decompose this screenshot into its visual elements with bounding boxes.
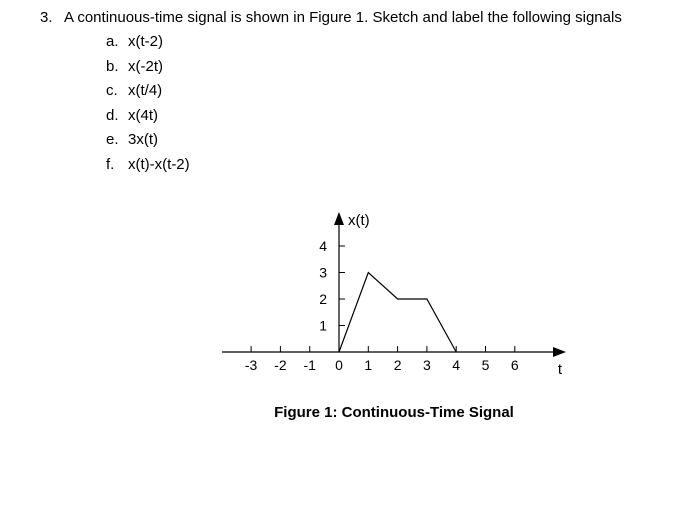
x-tick-label: 0 bbox=[335, 357, 343, 373]
figure-caption: Figure 1: Continuous-Time Signal bbox=[274, 404, 514, 421]
x-tick-label: 1 bbox=[364, 357, 373, 373]
y-axis-label: x(t) bbox=[348, 212, 370, 229]
subquestion-letter: b. bbox=[106, 57, 119, 75]
problem-text: A continuous-time signal is shown in Figure 1. Sketch and label the following signals bbox=[64, 9, 622, 26]
subquestion-letter: e. bbox=[106, 131, 119, 148]
subquestion-text: x(-2t) bbox=[128, 57, 163, 75]
x-tick-label: -2 bbox=[274, 357, 287, 373]
subquestion-text: x(4t) bbox=[128, 106, 158, 124]
x-tick-label: -1 bbox=[303, 357, 316, 373]
x-tick-label: 2 bbox=[393, 357, 402, 373]
problem-number: 3. bbox=[40, 9, 53, 26]
y-tick-label: 4 bbox=[319, 238, 327, 254]
x-tick-label: 5 bbox=[481, 357, 490, 373]
x-axis-arrowhead bbox=[553, 347, 566, 357]
y-tick-label: 2 bbox=[319, 291, 327, 307]
y-tick-label: 1 bbox=[319, 317, 327, 334]
subquestion-text: x(t-2) bbox=[128, 33, 163, 50]
x-tick-label: -3 bbox=[244, 357, 258, 373]
x-tick-label: 3 bbox=[423, 357, 431, 373]
y-axis-arrowhead bbox=[334, 212, 344, 225]
subquestion-text: 3x(t) bbox=[128, 131, 158, 148]
x-tick-label: 6 bbox=[510, 357, 519, 373]
subquestion-letter: a. bbox=[106, 33, 119, 50]
y-ticks bbox=[319, 238, 345, 334]
signal-series-line bbox=[339, 273, 456, 353]
subquestion-text: x(t/4) bbox=[128, 82, 163, 99]
subquestion-text: x(t)-x(t-2) bbox=[128, 155, 190, 173]
subquestion-letter: f. bbox=[106, 155, 115, 173]
subquestion-letter: d. bbox=[106, 106, 119, 124]
x-tick-label: 4 bbox=[452, 357, 461, 373]
x-axis-label: t bbox=[557, 361, 563, 378]
subquestion-letter: c. bbox=[106, 82, 118, 99]
y-tick-label: 3 bbox=[319, 264, 327, 281]
x-ticks bbox=[245, 346, 519, 373]
